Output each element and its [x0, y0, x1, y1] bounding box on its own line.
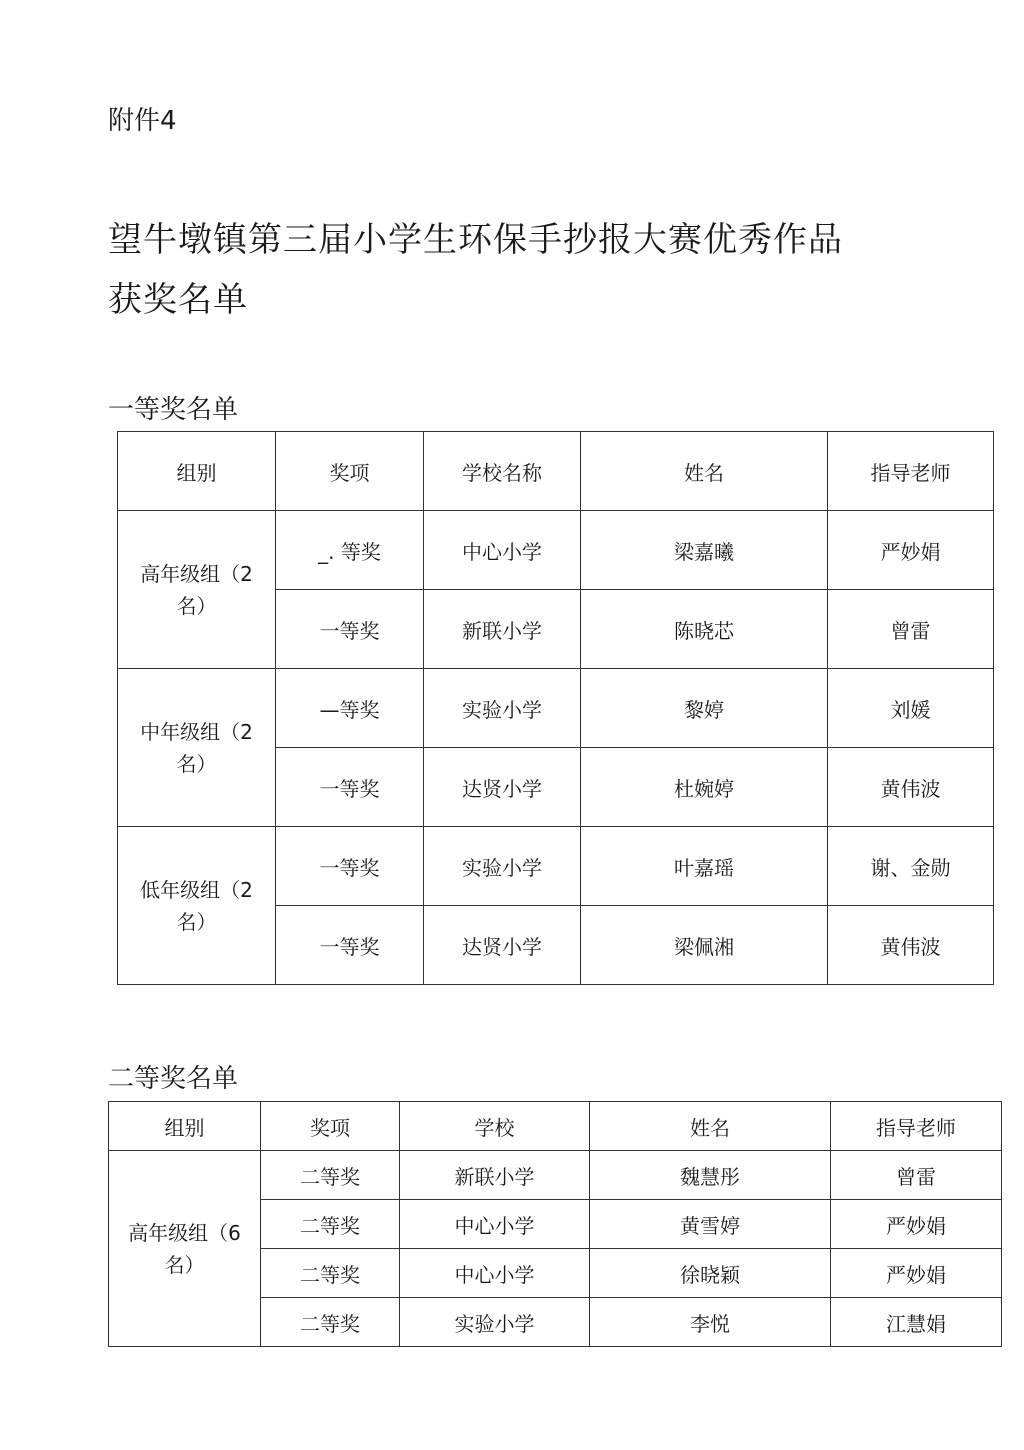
name-cell: 梁佩湘	[581, 906, 828, 985]
name-cell: 叶嘉瑶	[581, 827, 828, 906]
teacher-cell: 严妙娟	[828, 511, 994, 590]
table-row	[109, 1151, 1002, 1200]
header-col-school: 学校	[400, 1102, 590, 1151]
table-row	[118, 669, 994, 748]
teacher-cell: 刘媛	[828, 669, 994, 748]
name-cell: 魏慧彤	[590, 1151, 831, 1200]
school-cell: 实验小学	[424, 669, 581, 748]
award-cell: —等奖	[276, 669, 424, 748]
header-col-school: 学校名称	[424, 432, 581, 511]
award-cell: 二等奖	[261, 1200, 400, 1249]
name-cell: 黎婷	[581, 669, 828, 748]
name-cell: 梁嘉曦	[581, 511, 828, 590]
award-cell: _. 等奖	[276, 511, 424, 590]
second-prize-table	[108, 1101, 1002, 1347]
group-cell: 高年级组（2名）	[118, 511, 276, 669]
table-header-row	[118, 432, 994, 511]
teacher-cell: 黄伟波	[828, 748, 994, 827]
school-cell: 实验小学	[400, 1298, 590, 1347]
award-cell: 一等奖	[276, 827, 424, 906]
award-cell: 二等奖	[261, 1298, 400, 1347]
school-cell: 中心小学	[400, 1200, 590, 1249]
group-cell: 低年级组（2名）	[118, 827, 276, 985]
school-cell: 实验小学	[424, 827, 581, 906]
teacher-cell: 曾雷	[831, 1151, 1002, 1200]
header-col-award: 奖项	[276, 432, 424, 511]
header-col-group: 组别	[109, 1102, 261, 1151]
first-prize-heading: 一等奖名单	[108, 395, 239, 425]
school-cell: 中心小学	[424, 511, 581, 590]
header-col-teacher: 指导老师	[828, 432, 994, 511]
attachment-label: 附件4	[108, 106, 177, 136]
name-cell: 徐晓颖	[590, 1249, 831, 1298]
name-cell: 黄雪婷	[590, 1200, 831, 1249]
school-cell: 新联小学	[400, 1151, 590, 1200]
school-cell: 达贤小学	[424, 906, 581, 985]
school-cell: 新联小学	[424, 590, 581, 669]
teacher-cell: 严妙娟	[831, 1249, 1002, 1298]
name-cell: 李悦	[590, 1298, 831, 1347]
teacher-cell: 谢、金勋	[828, 827, 994, 906]
table-row	[118, 511, 994, 590]
table-row	[118, 827, 994, 906]
award-cell: 二等奖	[261, 1151, 400, 1200]
name-cell: 陈晓芯	[581, 590, 828, 669]
header-col-name: 姓名	[590, 1102, 831, 1151]
teacher-cell: 曾雷	[828, 590, 994, 669]
teacher-cell: 黄伟波	[828, 906, 994, 985]
school-cell: 达贤小学	[424, 748, 581, 827]
header-col-teacher: 指导老师	[831, 1102, 1002, 1151]
header-col-group: 组别	[118, 432, 276, 511]
award-cell: 二等奖	[261, 1249, 400, 1298]
header-col-name: 姓名	[581, 432, 828, 511]
document-title: 望牛墩镇第三届小学生环保手抄报大赛优秀作品获奖名单	[108, 220, 843, 320]
award-cell: 一等奖	[276, 906, 424, 985]
second-prize-heading: 二等奖名单	[108, 1064, 239, 1094]
teacher-cell: 江慧娟	[831, 1298, 1002, 1347]
school-cell: 中心小学	[400, 1249, 590, 1298]
teacher-cell: 严妙娟	[831, 1200, 1002, 1249]
name-cell: 杜婉婷	[581, 748, 828, 827]
group-cell: 高年级组（6名）	[109, 1151, 261, 1347]
header-col-award: 奖项	[261, 1102, 400, 1151]
table-header-row	[109, 1102, 1002, 1151]
first-prize-table	[117, 431, 994, 985]
group-cell: 中年级组（2名）	[118, 669, 276, 827]
award-cell: 一等奖	[276, 590, 424, 669]
award-cell: 一等奖	[276, 748, 424, 827]
